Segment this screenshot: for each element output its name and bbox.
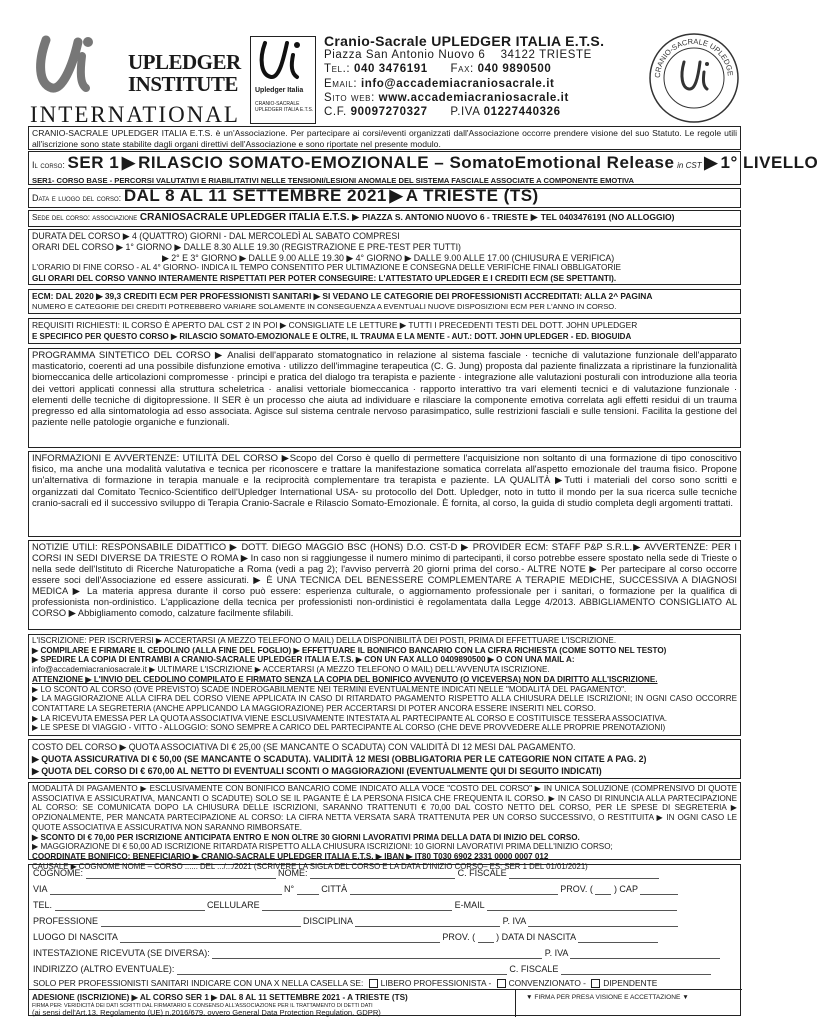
program-box xyxy=(28,348,741,448)
info-text: INFORMAZIONI E AVVERTENZE: UTILITÀ DEL CORSO ▶Scopo del Corso è quello di permettere l'acquisizione non soltanto di una formazione di tipo conoscitivo fisico, ma anche una modalità valutativa e tecnica per riconoscere e trattare la manifestazione somatica correlata all'aspetto emozionale del trauma fisico. Propone un'alternativa di formazione in terapia manuale e la reciprocità complementare tra terapista e paziente. LA QUALITÀ ▶Tutti i materiali del corso sono scritti e organizzati dal Comitato Tecnico-Scientifico dell'Upledger International USA- su protocollo del Dott. Upledger, noto in tutto il mondo per la sua ricerca sulle tecniche cranio-sacrali ed il successivo sviluppo di Terapia Cranio-Sacrale e Rilascio Somato-Emozionale. È fornita, al corso, la guida di studio completa degli argomenti trattati. xyxy=(32,453,737,509)
reg-line-9: ▶ LE SPESE DI VIAGGIO - VITTO - ALLOGGIO: SONO SEMPRE A CARICO DEL PARTECIPANTE AL CORSO (CHE DEVE PROVVEDERE ALLE PROPRIE PRENOTAZIONI) xyxy=(32,723,666,733)
adesione-text: ADESIONE (ISCRIZIONE) ▶ AL CORSO SER 1 ▶ DAL 8 AL 11 SETTEMBRE 2021 - A TRIESTE (TS) xyxy=(32,993,408,1002)
cf-label: C.F. xyxy=(324,106,347,119)
libero-checkbox[interactable] xyxy=(369,979,378,988)
cf2-field[interactable] xyxy=(561,965,711,975)
n-label: N° xyxy=(284,884,295,894)
ecm-line-1: ECM: DAL 2020 ▶ 39,3 CREDITI ECM PER PROFESSIONISTI SANITARI ▶ SI VEDANO LE CATEGORIE DEI PROFESSIONISTI ACCREDITATI: ALLA 2^ PAGINA xyxy=(32,291,653,301)
web-label: Sito web: xyxy=(324,91,375,104)
duration-line-2: ORARI DEL CORSO ▶ 1° GIORNO ▶ DALLE 8.30 ALLE 19.30 (REGISTRAZIONE E PRE-TEST PER TUTTI) xyxy=(32,241,461,252)
duration-line-4: L'ORARIO DI FINE CORSO - AL 4° GIORNO- INDICA IL TEMPO CONSENTITO PER ULTIMAZIONE E CONSEGNA DELLE VERIFICHE FINALI OBBLIGATORIE xyxy=(32,263,621,273)
ecm-line-2: NUMERO E CATEGORIE DEI CREDITI POTREBBERO VARIARE SOLAMENTE IN CONSEGUENZA A EVENTUALI NUOVE DISPOSIZIONI ECM PER L'ANNO IN CORSO. xyxy=(32,301,617,311)
venue-value: CRANIOSACRALE UPLEDGER ITALIA E.T.S. xyxy=(139,212,350,223)
intro-text: CRANIO-SACRALE UPLEDGER ITALIA E.T.S. è un'Associazione. Per partecipare ai corsi/eventi organizzati dall'Associazione occorre prendere visione del suo Statuto. Le regole utili all'iscrizione sono state stabilite dagli organi direttivi dell'Associazione e sono riportate nel presente modulo. xyxy=(32,128,737,149)
payment-box xyxy=(28,782,741,871)
cognome-field[interactable] xyxy=(86,869,276,879)
data-nascita-label: ) DATA DI NASCITA xyxy=(496,932,576,942)
date-value: DAL 8 AL 11 SETTEMBRE 2021 xyxy=(123,186,387,205)
dipendente-label: DIPENDENTE xyxy=(603,978,658,988)
requirements-box xyxy=(28,318,741,344)
org-name: Cranio-Sacrale UPLEDGER ITALIA E.T.S. xyxy=(324,33,605,49)
mid-logo-sub: CRANIO-SACRALE UPLEDGER ITALIA E.T.S. xyxy=(255,101,314,113)
payment-coordinates: COORDINATE BONIFICO: BENEFICIARIO ▶ CRANIO-SACRALE UPLEDGER ITALIA E.T.S. ▶ IBAN ▶ IT80 T030 6902 2331 0000 0007 012 xyxy=(32,851,549,861)
brand-line-1: UPLEDGER xyxy=(128,50,241,74)
upledger-logo xyxy=(28,32,242,126)
notes-text: NOTIZIE UTILI: RESPONSABILE DIDATTICO ▶ DOTT. DIEGO MAGGIO BSC (HONS) D.O. CST-D ▶ PROVIDER ECM: STAFF P&P S.R.L.▶ AVVERTENZE: PER I CORSI IN SEDI DIVERSE DA TRIESTE O ROMA ▶ In caso non si raggiungesse il numero minimo di partecipanti, il corso potrebbe essere spostato nella sede di Trieste o nella sede dell'Istituto di Ricerche Naturopatiche a Roma (vedi a pag 2); l'avviso perverrà 20 giorni prima del corso.- ALTRE NOTE ▶ Per partecipare al corso occorre essere soci dell'Associazione ed essere assicurati. ▶ È UNA TECNICA DEL BENESSERE COMPLEMENTARE A TERAPIE MEDICHE, SUCCESSIVA A DIAGNOSI MEDICA ▶ La materia appresa durante il corso può essere: esperienza culturale, o aggiornamento professionale per i sanitari, o formazione per la qualifica di professionista non-ordinistico. L'applicazione della tecnica per professionisti non-ordinistici è regolamentata dalla Legge 4/2013. ABBIGLIAMENTO CONSIGLIATO AL CORSO ▶ Abbigliamento comodo, calzature facilmente sfilabili. xyxy=(32,542,737,618)
email-value[interactable]: info@accademiacraniosacrale.it xyxy=(360,77,555,90)
professione-field[interactable] xyxy=(101,917,301,927)
course-level: 1° LIVELLO xyxy=(720,153,818,172)
course-title: RILASCIO SOMATO-EMOZIONALE – SomatoEmotional Release xyxy=(138,153,675,172)
ui-mark-icon xyxy=(251,37,315,85)
cost-line-3: ▶ QUOTA DEL CORSO DI € 670,00 AL NETTO DI EVENTUALI SCONTI O MAGGIORAZIONI (EVENTUALMENTE QUI DI SEGUITO INDICATI) xyxy=(32,766,602,776)
prov-field[interactable] xyxy=(595,885,611,895)
course-cst: in CST xyxy=(677,161,702,170)
piva-field[interactable] xyxy=(528,917,678,927)
cost-box xyxy=(28,739,741,779)
signature-area[interactable] xyxy=(515,989,742,1017)
web-value[interactable]: www.accademiacraniosacrale.it xyxy=(378,91,569,104)
luogo-nascita-label: LUOGO DI NASCITA xyxy=(33,932,118,942)
piva-form-label: P. IVA xyxy=(502,916,526,926)
convenzionato-label: CONVENZIONATO - xyxy=(508,978,586,988)
cf-field[interactable] xyxy=(509,869,659,879)
reg-line-8: ▶ LA RICEVUTA EMESSA PER LA QUOTA ASSOCIATIVA VIENE ESCLUSIVAMENTE INTESTATA AL PARTECIPANTE AL CORSO E COSTITUISCE TESSERA ASSOCIATIVA. xyxy=(32,713,668,723)
reg-line-2: ▶ COMPILARE E FIRMARE IL CEDOLINO (ALLA FINE DEL FOGLIO) ▶ EFFETTUARE IL BONIFICO BANCARIO CON LA CIFRA RICHIESTA (COME SOTTO NEL TESTO) xyxy=(32,645,667,655)
date-label: Data e luogo del corso: xyxy=(32,193,122,203)
venue-tel: TEL 0403476191 (NO ALLOGGIO) xyxy=(540,212,675,222)
payment-maggiorazione: ▶ MAGGIORAZIONE DI € 50,00 AD ISCRIZIONE RITARDATA RISPETTO ALLA CHIUSURA ISCRIZIONI: 10 GIORNI LAVORATIVI PRIMA DELL'INIZIO CORSO; xyxy=(32,842,613,852)
ecm-box xyxy=(28,289,741,314)
venue-box: Sede del corso: associazione CRANIOSACRALE UPLEDGER ITALIA E.T.S. ▶ PIAZZA S. ANTONIO NUOVO 6 - TRIESTE ▶ TEL 0403476191 (NO ALLOGGIO) xyxy=(28,210,741,227)
libero-label: LIBERO PROFESSIONISTA - xyxy=(380,978,492,988)
signature-label: ▼ FIRMA PER PRESA VISIONE E ACCETTAZIONE ▼ xyxy=(526,994,689,1001)
gdpr-note: (ai sensi dell'Art.13, Regolamento (UE) n.2016/679, ovvero General Data Protection Regulation, GDPR) xyxy=(32,1008,381,1017)
professione-label: PROFESSIONE xyxy=(33,916,99,926)
citta-label: CITTÀ xyxy=(321,884,348,894)
program-text: PROGRAMMA SINTETICO DEL CORSO ▶ Analisi dell'apparato stomatognatico in relazione al sistema fasciale · tecniche di valutazione funzionale dell'apparato masticatorio, coerenti ad una possibile disfunzione emotiva · utilizzo dell'immagine terapeutica (C. G. Jung) proposta dal paziente finalizzata a ripristinare la funzionalità biomeccanica delle articolazioni compromesse · principi e pratica del dialogo tra terapista e paziente · integrazione alle valutazioni posturali con introduzione alla teoria dei vettori applicati connessi alla struttura scheletrica · analisi vettoriale biomeccanica · rapporto interattivo tra vari elementi tecnici e di valutazione funzionale · elementi delle tecniche di digitopressione. Il SER è un processo che aiuta ad individuare e rilasciare la componente emotiva correlata agli effetti residui di un trauma pregresso ed alla sintomatologia ad esso associata. Agisce sul sistema centrale nervoso parasimpatico, sulle restrizioni fasciali e sulle tensioni. Facilita la gestione del paziente nelle patologie organiche e funzionali. xyxy=(32,350,737,429)
letterhead xyxy=(28,30,741,126)
cognome-label: COGNOME: xyxy=(33,868,84,878)
data-nascita-field[interactable] xyxy=(578,933,658,943)
payment-text: MODALITÀ DI PAGAMENTO ▶ ESCLUSIVAMENTE CON BONIFICO BANCARIO COME INDICATO ALLA VOCE "COSTO DEL CORSO" ▶ IN UNICA SOLUZIONE (COMPRENSIVO DI QUOTE ASSOCIATIVA E ASSICURATIVA, MANCANTI O SCADUTE) SOLO SE IL PAGANTE È LA PERSONA FISICA CHE FREQUENTA IL CORSO. ▶ IN CASO DI RINUNCIA ALLA PARTECIPAZIONE AL CORSO: SE COMUNICATA DOPO LA CHIUSURA DELLE ISCRIZIONI, SARANNO TRATTENUTI € 70,00 DAL COSTO NETTO DEL CORSO, PER LE SPESE DI SEGRETERIA ▶ OPZIONALMENTE, PER MANCATA PARTECIPAZIONE AL CORSO: LA CIFRA NETTA VERSATA SARÀ TRATTENUTA PER UN CORSO SUCCESSIVO, O RESTITUITA ▶ IN OGNI CASO LE QUOTE ASSOCIATIVA E ASSICURATIVA NON SARANNO RIMBORSATE. xyxy=(32,784,737,832)
piva-label: P.IVA xyxy=(450,106,480,119)
email-label: Email: xyxy=(324,77,358,90)
piva2-label: P. IVA xyxy=(544,948,568,958)
piva2-field[interactable] xyxy=(570,949,720,959)
brand-line-2: INSTITUTE xyxy=(128,72,238,96)
upledger-ui-mark-icon xyxy=(28,32,128,102)
duration-line-1: DURATA DEL CORSO ▶ 4 (QUATTRO) GIORNI - DAL MERCOLEDÌ AL SABATO COMPRESI xyxy=(32,231,400,241)
nome-field[interactable] xyxy=(310,869,455,879)
tel-field[interactable] xyxy=(55,901,205,911)
tel-value: 040 3476191 xyxy=(354,63,428,76)
indirizzo-label: INDIRIZZO (ALTRO EVENTUALE): xyxy=(33,964,175,974)
fax-label: Fax: xyxy=(450,63,474,76)
cap-field[interactable] xyxy=(640,885,678,895)
duration-line-5: GLI ORARI DEL CORSO VANNO INTERAMENTE RISPETTATI PER POTER CONSEGUIRE: L'ATTESTATO UPLEDGER E I CREDITI ECM (SE SPETTANTI). xyxy=(32,274,617,284)
date-place: A TRIESTE (TS) xyxy=(405,186,539,205)
brand-line-3: INTERNATIONAL xyxy=(30,102,240,127)
address-cap: 34122 TRIESTE xyxy=(500,49,592,62)
via-field[interactable] xyxy=(50,885,282,895)
tel-form-label: TEL. xyxy=(33,900,53,910)
email-field[interactable] xyxy=(487,901,677,911)
course-box: Il corso: SER 1 ▶ RILASCIO SOMATO-EMOZIONALE – SomatoEmotional Release in CST ▶ 1° LIVELLO SER1- CORSO BASE - PERCORSI VALUTATIVI E RIABILITATIVI NELLE TENSIONI/LESIONI ANOMALE DEL SISTEMA FASCIALE ASSOCIATE A COMPONENTE EMOTIVA xyxy=(28,151,741,185)
requirements-line-2: E SPECIFICO PER QUESTO CORSO ▶ RILASCIO SOMATO-EMOZIONALE E OLTRE, IL TRAUMA E LA MENTE - AUT.: DOTT. JOHN UPLEDGER - ED. BIOGUIDA xyxy=(32,332,632,341)
info-box xyxy=(28,451,741,537)
dipendente-checkbox[interactable] xyxy=(591,979,600,988)
via-label: VIA xyxy=(33,884,48,894)
requirements-line-1: REQUISITI RICHIESTI: IL CORSO È APERTO DAL CST 2 IN POI ▶ CONSIGLIATE LE LETTURE ▶ TUTTI I PRECEDENTI TESTI DEL DOTT. JOHN UPLEDGER xyxy=(32,320,638,330)
svg-text:CRANIO-SACRALE UPLEDGER ITALIA xyxy=(648,32,735,78)
reg-line-6: ▶ LO SCONTO AL CORSO (OVE PREVISTO) SCADE INDEROGABILMENTE NEI TERMINI EVENTUALMENTE INDICATI NELLE "MODALITÀ DEL PAGAMENTO". xyxy=(32,684,627,694)
upledger-italia-logo xyxy=(250,36,316,124)
contact-block xyxy=(324,34,654,119)
convenzionato-checkbox[interactable] xyxy=(497,979,506,988)
cost-line-1: COSTO DEL CORSO ▶ QUOTA ASSOCIATIVA DI € 25,00 (SE MANCANTE O SCADUTA) CON VALIDITÀ DI 12 MESI DAL PAGAMENTO. xyxy=(32,742,576,752)
seal-stamp-icon xyxy=(648,32,740,124)
course-subtitle: SER1- CORSO BASE - PERCORSI VALUTATIVI E RIABILITATIVI NELLE TENSIONI/LESIONI ANOMALE DEL SISTEMA FASCIALE ASSOCIATE A COMPONENTE EMOTIVA xyxy=(32,176,635,185)
indirizzo-field[interactable] xyxy=(177,965,507,975)
cell-label: CELLULARE xyxy=(207,900,260,910)
intestazione-field[interactable] xyxy=(212,949,542,959)
payment-causale: CAUSALE ▶ COGNOME NOME – CORSO ...... DEL .../.../2021 (SCRIVERE LA SIGLA DEL CORSO E LA DATA D'INIZIO CORSO– ES: SER 1 DEL 01/01/2021) xyxy=(32,861,588,871)
cap-label: ) CAP xyxy=(613,884,638,894)
solo-label: SOLO PER PROFESSIONISTI SANITARI INDICARE CON UNA X NELLA CASELLA SE: xyxy=(33,978,364,988)
nome-label: NOME: xyxy=(278,868,308,878)
cell-field[interactable] xyxy=(262,901,452,911)
reg-line-1: L'ISCRIZIONE: PER ISCRIVERSI ▶ ACCERTARSI (A MEZZO TELEFONO O MAIL) DELLA DISPONIBILITÀ DEI POSTI, PRIMA DI EFFETTUARE L'ISCRIZIONE. xyxy=(32,636,617,645)
disciplina-field[interactable] xyxy=(355,917,500,927)
tel-label: Tel.: xyxy=(324,63,351,76)
disciplina-label: DISCIPLINA xyxy=(303,916,353,926)
citta-field[interactable] xyxy=(350,885,558,895)
prov-label: PROV. ( xyxy=(560,884,593,894)
n-field[interactable] xyxy=(297,885,319,895)
firma-note: FIRMA PER: VERIDICITÀ DEI DATI SCRITTI DAL FIRMATARIO E CONSENSO ALL'ASSOCIAZIONE PER IL TRATTAMENTO DI DETTI DATI xyxy=(32,1003,373,1009)
duration-box xyxy=(28,229,741,285)
fax-value: 040 9890500 xyxy=(477,63,552,76)
reg-line-4: info@accademiacraniosacrale.it ▶ ULTIMARE L'ISCRIZIONE ▶ ACCERTARSI (A MEZZO TELEFONO O MAIL) DELL'AVVENUTA ISCRIZIONE. xyxy=(32,665,550,675)
adesione-block xyxy=(29,989,515,1017)
intestazione-label: INTESTAZIONE RICEVUTA (SE DIVERSA): xyxy=(33,948,210,958)
prov2-label: PROV. ( xyxy=(442,932,476,942)
reg-line-5: ATTENZIONE ▶ L'INVIO DEL CEDOLINO COMPILATO E FIRMATO SENZA LA COPIA DEL BONIFICO AVVENUTO (O VICEVERSA) NON DA DIRITTO ALL'ISCRIZIONE. xyxy=(32,674,658,684)
venue-label: Sede del corso: associazione xyxy=(32,213,138,222)
duration-line-3: ▶ 2° E 3° GIORNO ▶ DALLE 9.00 ALLE 19.30 ▶ 4° GIORNO ▶ DALLE 9.00 ALLE 17.00 (CHIUSURA E VERIFICA) xyxy=(162,252,615,263)
notes-box xyxy=(28,540,741,630)
course-label: Il corso: xyxy=(32,160,65,170)
date-box: Data e luogo del corso: DAL 8 AL 11 SETTEMBRE 2021 ▶ A TRIESTE (TS) xyxy=(28,188,741,208)
intro-box xyxy=(28,126,741,150)
payment-sconto: ▶ SCONTO DI € 70,00 PER ISCRIZIONE ANTICIPATA ENTRO E NON OLTRE 30 GIORNI LAVORATIVI PRIMA DELLA DATA DI INIZIO DEL CORSO. xyxy=(32,832,580,842)
email-form-label: E-MAIL xyxy=(454,900,485,910)
registration-box xyxy=(28,634,741,736)
registration-form xyxy=(28,861,741,1017)
reg-line-3: ▶ SPEDIRE LA COPIA DI ENTRAMBI A CRANIO-SACRALE UPLEDGER ITALIA E.T.S. ▶ CON UN FAX ALLO 0409890500 ▶ O CON UNA MAIL A: xyxy=(32,655,575,665)
luogo-nascita-field[interactable] xyxy=(120,933,440,943)
document-page xyxy=(28,30,818,1017)
prov2-field[interactable] xyxy=(478,933,494,943)
mid-logo-label: Upledger Italia xyxy=(255,87,304,94)
reg-line-7: ▶ LA MAGGIORAZIONE ALLA CIFRA DEL CORSO VIENE APPLICATA IN CASO DI RITARDATO PAGAMENTO RISPETTO ALLA CHIUSURA DELLE ISCRIZIONI; IN OGNI CASO OCCORRE CONTATTARE LA SEGRETERIA (ANCHE APPLICANDO LA MAGGIORAZIONE) PER ACCERTARSI DI POTER ANCORA ESSERE INSERITI NEL CORSO. xyxy=(32,694,737,713)
association-seal xyxy=(648,32,740,124)
piva-value: 01227440326 xyxy=(483,106,561,119)
course-code: SER 1 xyxy=(67,153,120,172)
seal-text: CRANIO-SACRALE UPLEDGE xyxy=(652,36,735,79)
venue-address: PIAZZA S. ANTONIO NUOVO 6 - TRIESTE xyxy=(362,212,529,222)
cf-value: 90097270327 xyxy=(350,106,428,119)
cf2-label: C. FISCALE xyxy=(509,964,559,974)
cf-label: C. FISCALE xyxy=(457,868,507,878)
cost-line-2: ▶ QUOTA ASSICURATIVA DI € 50,00 (SE MANCANTE O SCADUTA). VALIDITÀ 12 MESI (OBBLIGATORIA PER LE CATEGORIE NON CITATE A PAG. 2) xyxy=(32,754,647,764)
address-street: Piazza San Antonio Nuovo 6 xyxy=(324,49,486,62)
